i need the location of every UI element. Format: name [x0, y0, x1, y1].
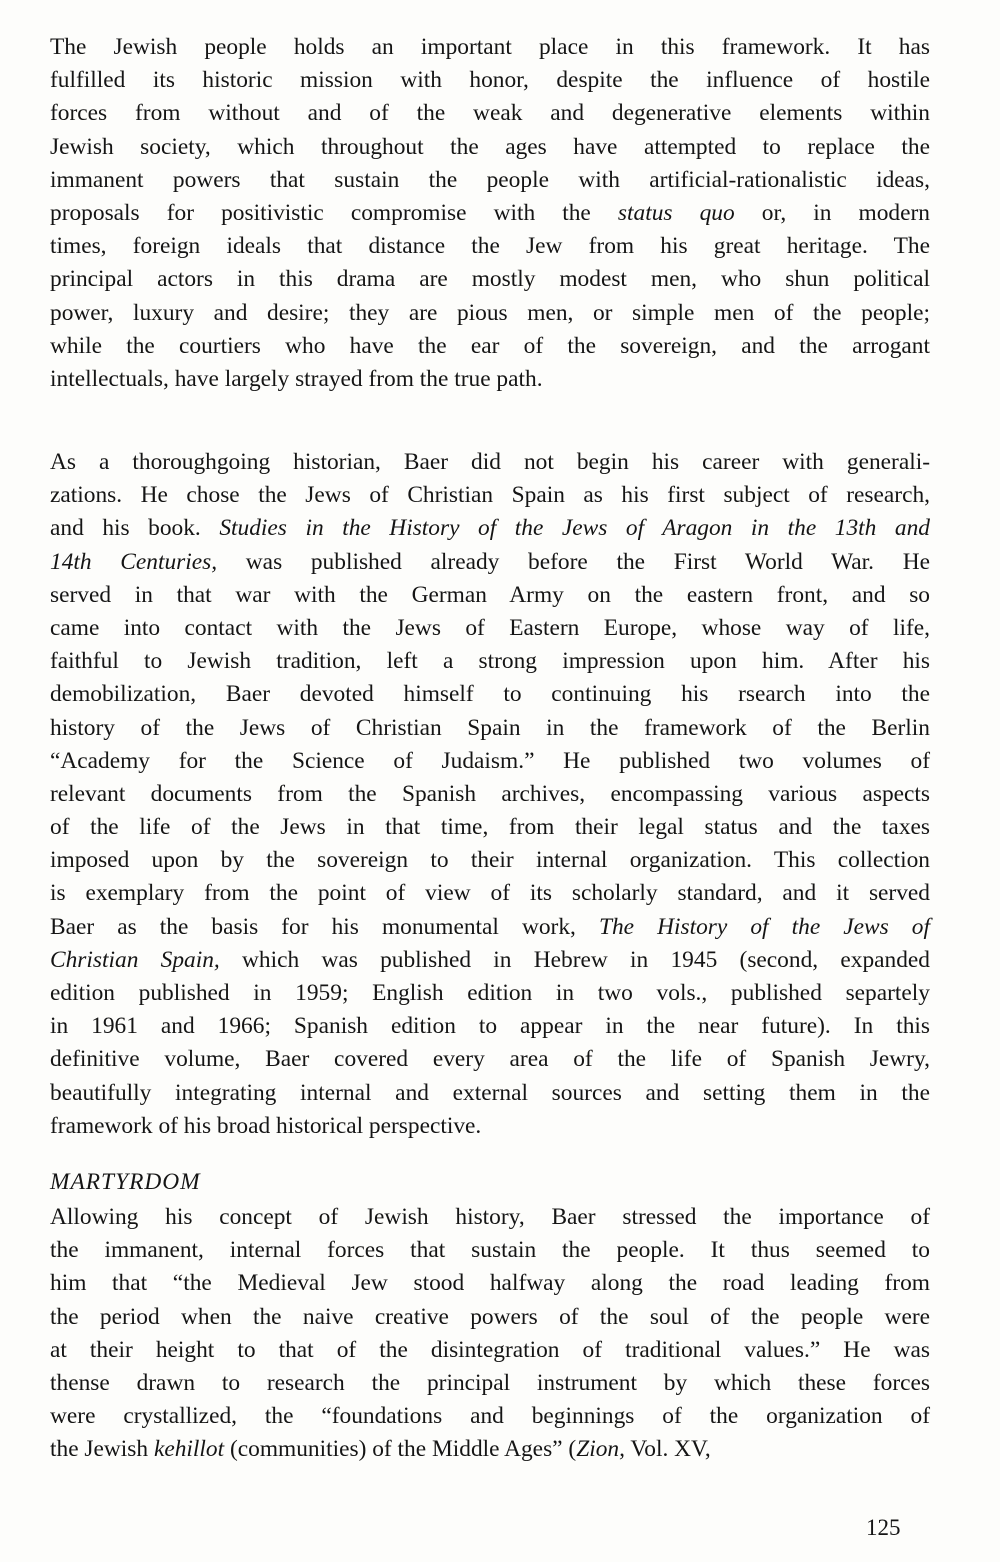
text-run: Baer as the basis for his monumental work, [50, 913, 599, 940]
text-line [50, 97, 930, 130]
text-line [50, 844, 930, 877]
section-heading: MARTYRDOM [50, 1169, 201, 1195]
text-line [50, 479, 930, 512]
text-run: “Academy for the Science of Judaism.” He published two volumes of [50, 747, 930, 774]
text-run: times, foreign ideals that distance the Jew from his great heritage. The [50, 233, 930, 260]
text-line [50, 1400, 930, 1433]
text-line [50, 263, 930, 296]
text-run: him that “the Medieval Jew stood halfway along the road leading from [50, 1270, 930, 1297]
text-run: As a thoroughgoing historian, Baer did not begin his career with generali- [50, 449, 930, 475]
text-run: the immanent, internal forces that sustain the people. It thus seemed to [50, 1237, 930, 1264]
text-run: Jewish society, which throughout the ages have attempted to replace the [50, 133, 930, 160]
text-line [50, 745, 930, 778]
text-line [50, 1043, 930, 1076]
italic-text: Studies in the History of the Jews of Aragon in the 13th and [219, 515, 930, 542]
text-line [50, 645, 930, 678]
text-line [50, 297, 930, 330]
text-run: the Jewish [50, 1436, 154, 1463]
text-line [50, 579, 930, 612]
text-line [50, 944, 930, 977]
text-line [50, 230, 930, 263]
italic-text: status quo [617, 199, 735, 226]
text-line [50, 363, 930, 396]
text-line [50, 1110, 930, 1143]
text-run: definitive volume, Baer covered every area of the life of Spanish Jewry, [50, 1046, 930, 1073]
text-line [50, 1433, 930, 1466]
text-run: were crystallized, the “foundations and beginnings of the organization of [50, 1403, 930, 1430]
text-run: at their height to that of the disintegration of traditional values.” He was [50, 1336, 930, 1363]
text-line [50, 778, 930, 811]
text-run: Allowing his concept of Jewish history, Baer stressed the importance of [50, 1204, 930, 1230]
text-run: The Jewish people holds an important place in this framework. It has [50, 34, 930, 60]
text-run: or, in modern [734, 199, 930, 226]
text-run: fulfilled its historic mission with honor, despite the influence of hostile [50, 67, 930, 94]
text-run: history of the Jews of Christian Spain in the framework of the Berlin [50, 714, 930, 741]
text-line [50, 811, 930, 844]
text-line [50, 330, 930, 363]
text-run: which was published in Hebrew in 1945 (second, expanded [219, 946, 930, 973]
italic-text: The History of the Jews of [598, 913, 930, 940]
text-run: of the life of the Jews in that time, from their legal status and the taxes [50, 814, 930, 841]
text-run: came into contact with the Jews of Eastern Europe, whose way of life, [50, 614, 930, 641]
text-line [50, 512, 930, 545]
text-run: faithful to Jewish tradition, left a strong impression upon him. After his [50, 648, 930, 675]
italic-text: Christian Spain, [50, 946, 220, 973]
italic-text: Zion, [576, 1436, 625, 1463]
text-line [50, 197, 930, 230]
text-line [50, 678, 930, 711]
text-run: intellectuals, have largely strayed from the true path. [50, 365, 543, 392]
text-run: (communities) of the Middle Ages” ( [224, 1436, 577, 1463]
text-run: proposals for positivistic compromise with the [50, 199, 618, 226]
text-line [50, 877, 930, 910]
text-run: zations. He chose the Jews of Christian Spain as his first subject of research, [50, 482, 930, 509]
text-line [50, 64, 930, 97]
text-line [50, 164, 930, 197]
text-run: served in that war with the German Army on the eastern front, and so [50, 581, 930, 608]
text-run: is exemplary from the point of view of its scholarly standard, and it served [50, 880, 930, 907]
text-run: imposed upon by the sovereign to their internal organization. This collection [50, 847, 930, 874]
italic-text: 14th Centuries, [50, 548, 218, 575]
italic-text: kehillot [153, 1436, 225, 1463]
text-run: while the courtiers who have the ear of the sovereign, and the arrogant [50, 332, 930, 359]
text-run: framework of his broad historical perspective. [50, 1112, 482, 1139]
text-line [50, 612, 930, 645]
text-line [50, 911, 930, 944]
text-run: was published already before the First World War. He [217, 548, 930, 575]
text-run: in 1961 and 1966; Spanish edition to appear in the near future). In this [50, 1013, 930, 1040]
text-line [50, 1077, 930, 1110]
text-run: demobilization, Baer devoted himself to continuing his rsearch into the [50, 681, 930, 708]
paragraph-jewish-people [50, 31, 930, 396]
text-line [50, 31, 930, 64]
text-run: forces from without and of the weak and degenerative elements within [50, 100, 930, 127]
text-line [50, 1267, 930, 1300]
text-line [50, 1334, 930, 1367]
text-run: edition published in 1959; English edition in two vols., published separtely [50, 980, 930, 1006]
text-run: Vol. XV, [624, 1436, 711, 1463]
text-run: immanent powers that sustain the people with artificial-rationalistic ideas, [50, 166, 930, 193]
text-line [50, 712, 930, 745]
text-line [50, 131, 930, 164]
paragraph-martyrdom [50, 1201, 930, 1467]
page-number: 125 [866, 1515, 901, 1540]
text-run: power, luxury and desire; they are pious men, or simple men of the people; [50, 299, 930, 326]
text-line [50, 1010, 930, 1043]
text-line [50, 1234, 930, 1267]
text-run: principal actors in this drama are mostly modest men, who shun political [50, 266, 930, 293]
paragraph-baer-career [50, 446, 930, 1143]
text-line [50, 446, 930, 479]
text-run: and his book. [50, 515, 220, 542]
text-line [50, 1367, 930, 1400]
text-run: beautifully integrating internal and external sources and setting them in the [50, 1079, 930, 1106]
text-line [50, 1201, 930, 1234]
text-run: relevant documents from the Spanish archives, encompassing various aspects [50, 780, 930, 807]
text-run: the period when the naive creative powers of the soul of the people were [50, 1303, 930, 1330]
text-line [50, 1301, 930, 1334]
text-line [50, 546, 930, 579]
text-run: thense drawn to research the principal instrument by which these forces [50, 1369, 930, 1396]
text-line [50, 977, 930, 1010]
